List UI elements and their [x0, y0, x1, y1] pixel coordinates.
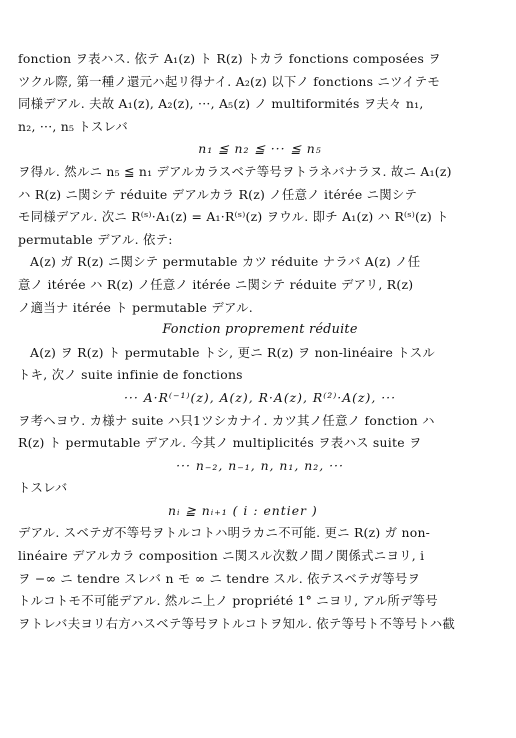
suite-formula: ··· A·R⁽⁻¹⁾(z), A(z), R·A(z), R⁽²⁾·A(z), ···	[123, 389, 397, 405]
text-line: トスレバ	[18, 480, 68, 496]
text-line: fonction ヲ表ハス. 依テ A₁(z) ト R(z) トカラ fonctions composées ヲ	[18, 51, 441, 66]
text-line: トルコトモ不可能デアル. 然ルニ上ノ propriété 1° ニヨリ, アル所デ等号	[18, 593, 438, 609]
index-inequality-formula: nᵢ ≧ nᵢ₊₁ ( i : entier )	[168, 502, 318, 518]
inequality-formula: n₁ ≦ n₂ ≦ ··· ≦ n₅	[198, 141, 322, 157]
text-line: トキ, 次ノ suite infinie de fonctions	[18, 367, 243, 383]
text-line: n₂, ···, n₅ トスレバ	[18, 118, 128, 134]
text-line: A(z) ヲ R(z) ト permutable トシ, 更ニ R(z) ヲ non-linéaire トスル	[30, 344, 436, 360]
text-line: モ同様デアル. 次ニ R⁽ˢ⁾·A₁(z) = A₁·R⁽ˢ⁾(z) ヲウル. 即チ A₁(z) ハ R⁽ˢ⁾(z) ト	[18, 209, 449, 225]
text-line: ヲトレバ夫ヨリ右方ハスベテ等号ヲトルコトヲ知ル. 依テ等号ト不等号トハ截	[18, 615, 456, 631]
text-line: デアル. スベテガ不等号ヲトルコトハ明ラカニ不可能. 更ニ R(z) ガ non-	[18, 525, 431, 541]
section-heading: Fonction proprement réduite	[162, 322, 358, 338]
text-line: R(z) ト permutable デアル. 今其ノ multiplicités ヲ表ハス suite ヲ	[18, 435, 422, 451]
text-line: ヲ −∞ ニ tendre スレバ n モ ∞ ニ tendre スル. 依テスベテガ等号ヲ	[18, 570, 421, 586]
text-line: linéaire デアルカラ composition ニ関スル次数ノ間ノ関係式ニヨリ, i	[18, 548, 425, 564]
text-line: permutable デアル. 依テ:	[18, 231, 173, 247]
text-line: ツクル際, 第一種ノ還元ハ起リ得ナイ. A₂(z) 以下ノ fonctions ニツイテモ	[18, 73, 441, 89]
text-line: ヲ得ル. 然ルニ n₅ ≦ n₁ デアルカラスベテ等号ヲトラネバナラヌ. 故ニ A₁(z)	[18, 163, 452, 179]
theorem-line: A(z) ガ R(z) ニ関シテ permutable カツ réduite ナラバ A(z) ノ任	[30, 254, 421, 270]
multiplicities-formula: ··· n₋₂, n₋₁, n, n₁, n₂, ···	[176, 457, 344, 473]
text-line: ハ R(z) ニ関シテ réduite デアルカラ R(z) ノ任意ノ itérée ニ関シテ	[18, 186, 418, 202]
theorem-line: 意ノ itérée ハ R(z) ノ任意ノ itérée ニ関シテ réduite デアリ, R(z)	[18, 276, 414, 292]
text-line: 同様デアル. 夫故 A₁(z), A₂(z), ···, A₅(z) ノ multiformités ヲ夫々 n₁,	[18, 96, 424, 112]
text-line: ヲ考ヘヨウ. カ様ナ suite ハ只1ツシカナイ. カツ其ノ任意ノ fonction ハ	[18, 412, 435, 428]
theorem-line: ノ適当ナ itérée ト permutable デアル.	[18, 299, 253, 315]
